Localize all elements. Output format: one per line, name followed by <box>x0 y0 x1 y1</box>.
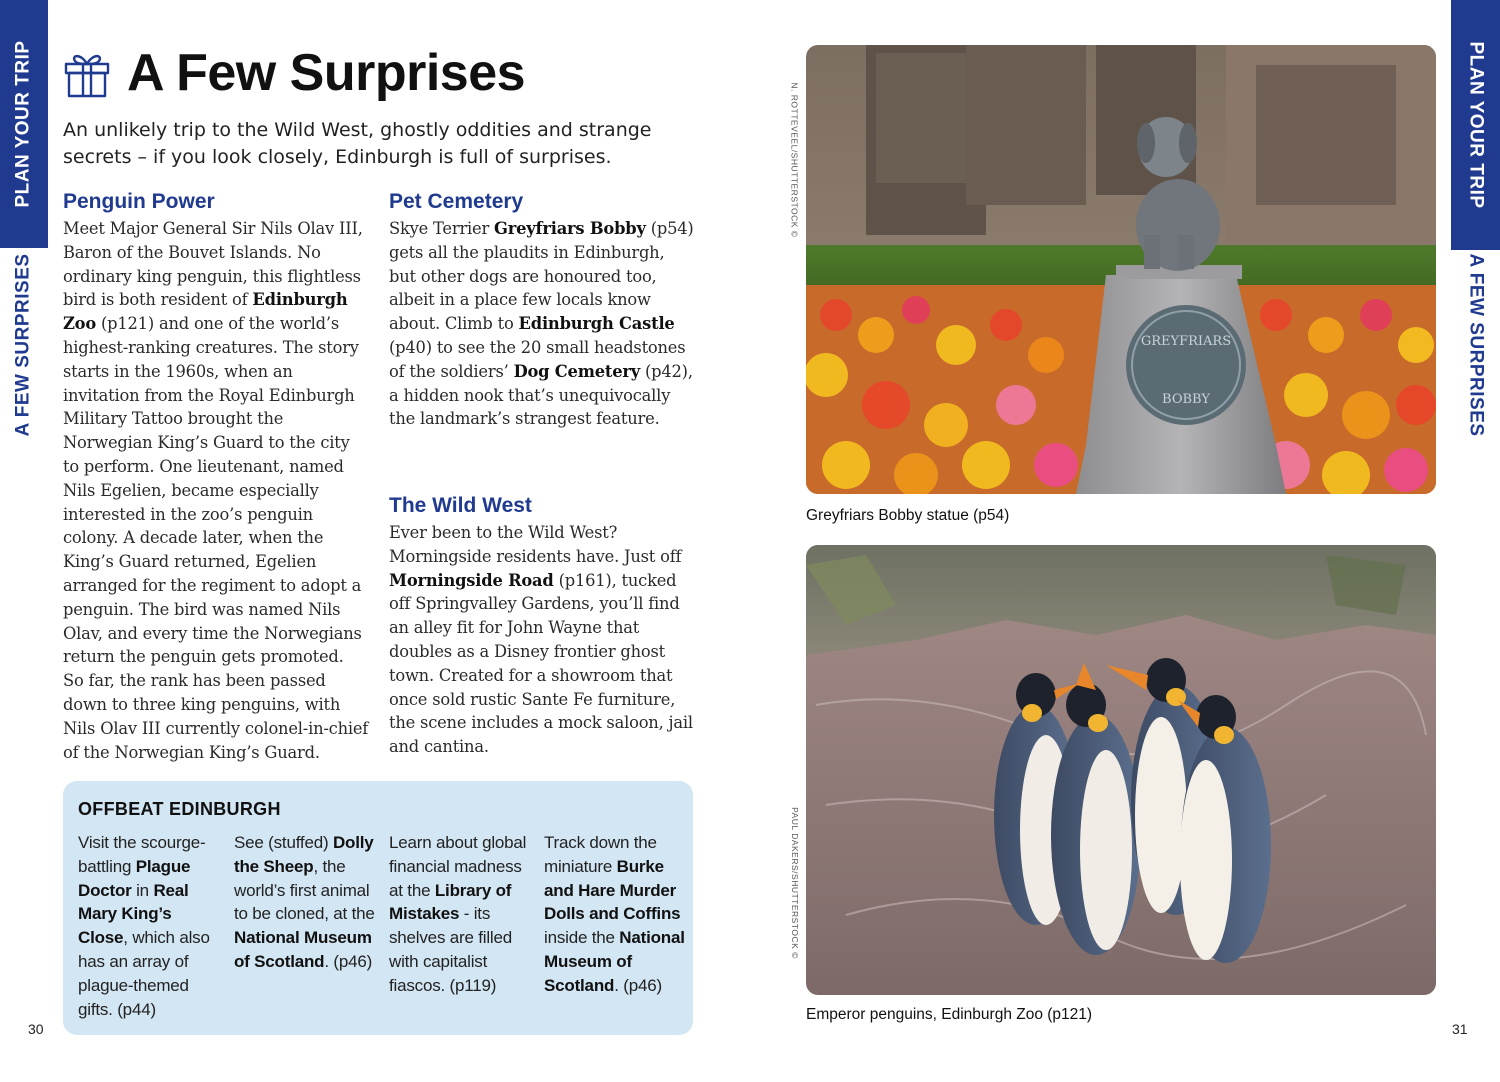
place-link[interactable]: Edinburgh Castle <box>518 314 675 334</box>
section-heading: The Wild West <box>389 494 532 517</box>
chapter-tab-label: A FEW SURPRISES <box>1465 253 1487 437</box>
place-link[interactable]: Burke and Hare Murder Dolls and Coffins <box>544 856 681 924</box>
photo-caption: Emperor penguins, Edinburgh Zoo (p121) <box>806 1006 1093 1023</box>
section-body: Ever been to the Wild West? Morningside residents have. Just off Morningside Road (p161), tucked off Springvalley Gardens, you’ll find an alley fit for John Wayne that doubles as a Disney frontier ghost town. Created for a showroom that once sold rustic Sante Fe furniture, the scene includes a mock saloon, jail and cantina. <box>389 523 693 757</box>
page-title: A Few Surprises <box>127 44 526 102</box>
place-link[interactable]: Dog Cemetery <box>513 361 641 381</box>
penguin-power-section <box>63 188 369 764</box>
place-link[interactable]: Edinburgh Zoo <box>63 290 348 334</box>
place-link[interactable]: Plague Doctor <box>78 856 191 900</box>
photo-credit: N. ROTTEVEEL/SHUTTERSTOCK © <box>790 82 800 238</box>
offbeat-item: See (stuffed) Dolly the Sheep, the world’s first animal to be cloned, at the National Museum of Scotland. (p46) <box>234 833 375 971</box>
offbeat-item: Learn about global financial madness at the Library of Mistakes - its shelves are filled with capitalist fiascos. (p119) <box>389 833 527 995</box>
place-link[interactable]: Library of Mistakes <box>389 880 512 924</box>
section-tab-left[interactable] <box>0 0 48 248</box>
chapter-tab-left[interactable] <box>0 255 48 435</box>
title-row <box>63 40 525 106</box>
svg-text:BOBBY: BOBBY <box>1162 392 1210 407</box>
chapter-tab-right[interactable] <box>1451 255 1500 435</box>
offbeat-edinburgh-box <box>63 781 693 1035</box>
place-link[interactable]: National Museum of Scotland <box>234 928 372 971</box>
intro-text: An unlikely trip to the Wild West, ghostly oddities and strange secrets – if you look closely, Edinburgh is full of surprises. <box>63 119 652 168</box>
photo-caption: Greyfriars Bobby statue (p54) <box>806 507 1010 524</box>
place-link[interactable]: Dolly the Sheep <box>234 833 374 876</box>
gift-icon <box>63 47 111 99</box>
page-number-left: 30 <box>28 1021 44 1037</box>
place-link[interactable]: Greyfriars Bobby <box>494 219 646 238</box>
place-link[interactable]: Morningside Road <box>389 570 554 590</box>
offbeat-item: Track down the miniature Burke and Hare Murder Dolls and Coffins inside the National Museum of Scotland. (p46) <box>544 833 685 995</box>
penguins-photo <box>806 545 1436 995</box>
section-tab-right[interactable] <box>1451 0 1500 250</box>
photo-credit: PAUL DAKERS/SHUTTERSTOCK © <box>790 806 801 959</box>
page-number-right: 31 <box>1452 1021 1468 1037</box>
section-tab-label: PLAN YOUR TRIP <box>1465 41 1487 209</box>
section-tab-label: PLAN YOUR TRIP <box>13 40 35 208</box>
place-link[interactable]: National Museum of Scotland <box>544 928 685 995</box>
section-heading: Penguin Power <box>63 190 215 213</box>
svg-text:GREYFRIARS: GREYFRIARS <box>1140 334 1232 349</box>
section-body: Skye Terrier Greyfriars Bobby (p54) gets all the plaudits in Edinburgh, but other dogs are honoured too, albeit in a place few locals know about. Climb to Edinburgh Castle (p40) to see the 20 small headstones of the soldiers’ Dog Cemetery (p42), a hidden nook that’s unequivocally the landmark’s strangest feature. <box>389 219 694 429</box>
wild-west-section <box>389 492 695 759</box>
greyfriars-bobby-photo <box>806 45 1436 494</box>
offbeat-item: Visit the scourge-battling Plague Doctor in Real Mary King’s Close, which also has an array of plague-themed gifts. (p44) <box>78 833 210 1019</box>
place-link[interactable]: Real Mary King’s Close <box>78 880 189 948</box>
section-heading: Pet Cemetery <box>389 190 524 213</box>
section-body: Meet Major General Sir Nils Olav III, Baron of the Bouvet Islands. No ordinary king penguin, this flightless bird is both resident of Edinburgh Zoo (p121) and one of the world’s highest-ranking creatures. The story starts in the 1960s, when an invitation from the Royal Edinburgh Military Tattoo brought the Norwegian King’s Guard to the city to perform. One lieutenant, named Nils Egelien, became especially interested in the zoo’s penguin colony. A decade later, when the King’s Guard returned, Egelien arranged for the regiment to adopt a penguin. The bird was named Nils Olav, and every time the Norwegians return the penguin gets promoted. So far, the rank has been passed down to three king penguins, with Nils Olav III currently colonel-in-chief of the Norwegian King’s Guard. <box>63 219 369 762</box>
pet-cemetery-section <box>389 188 695 431</box>
offbeat-heading: OFFBEAT EDINBURGH <box>78 799 281 819</box>
chapter-tab-label: A FEW SURPRISES <box>13 253 34 437</box>
